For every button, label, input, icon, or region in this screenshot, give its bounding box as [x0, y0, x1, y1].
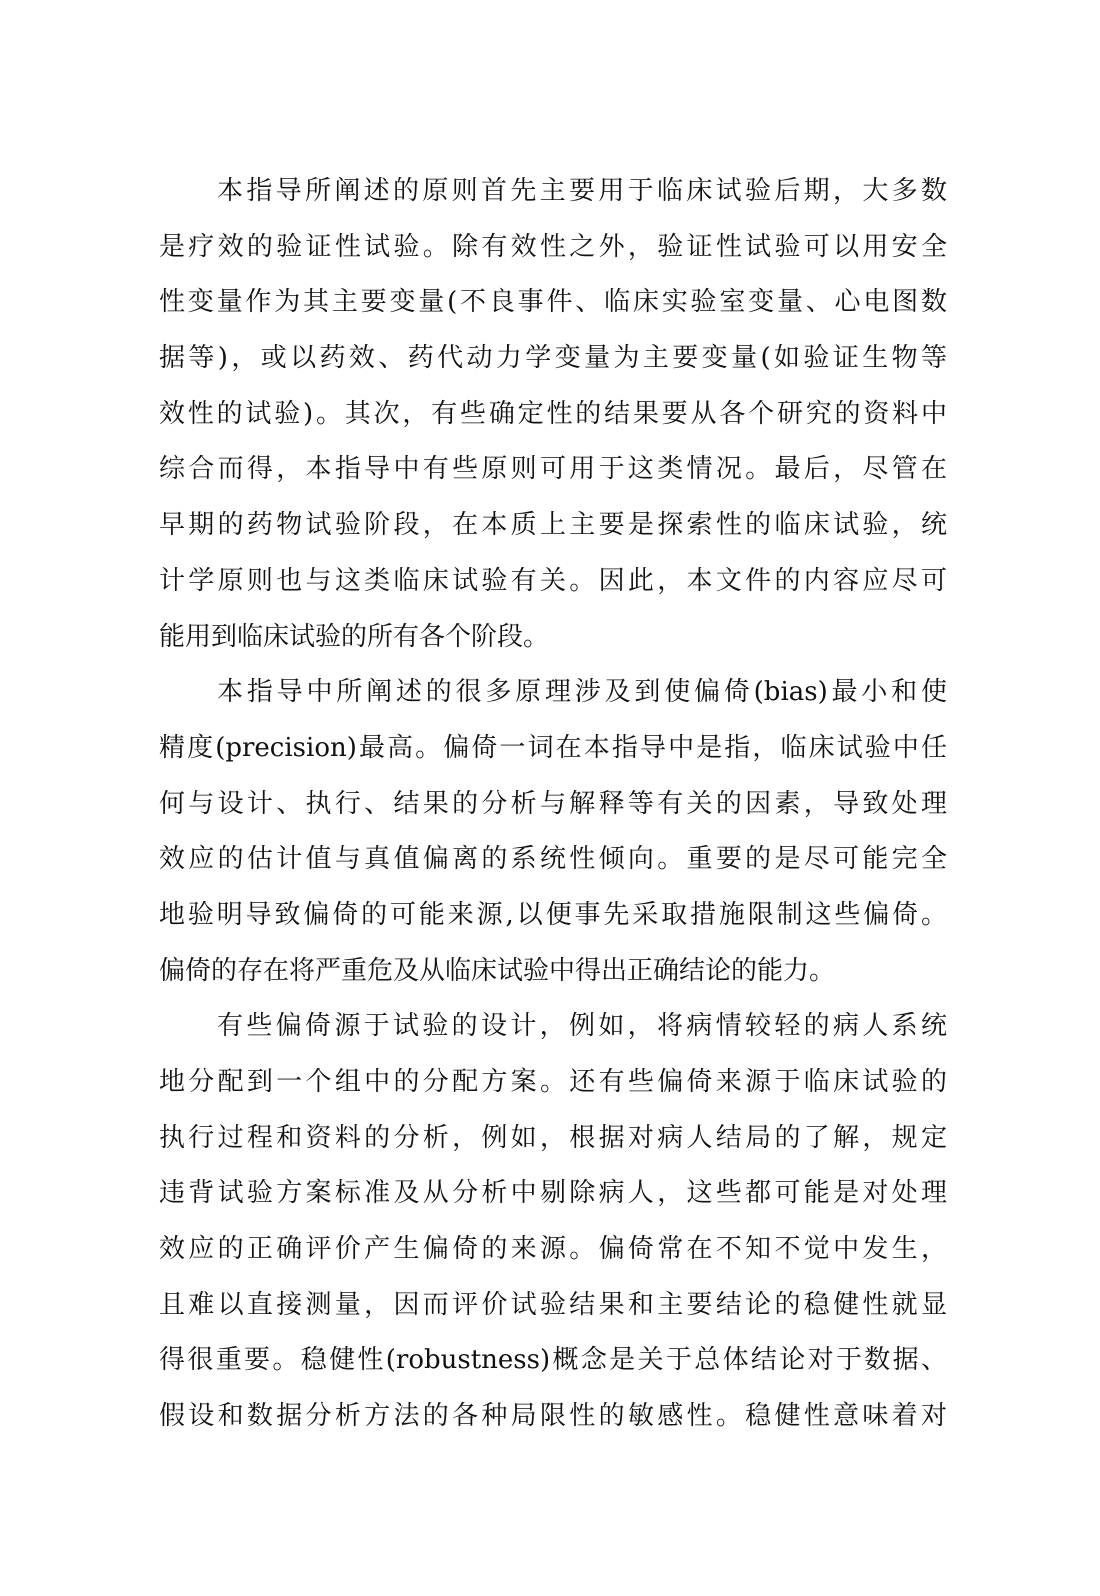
paragraph-3-line-6: 且难以直接测量，因而评价试验结果和主要结论的稳健性就显: [159, 1289, 947, 1320]
paragraph-1-line-9: 能用到临床试验的所有各个阶段。: [159, 621, 550, 652]
paragraph-2-line-2: 精度(precision)最高。偏倚一词在本指导中是指，临床试验中任: [159, 732, 947, 763]
paragraph-2-line-3: 何与设计、执行、结果的分析与解释等有关的因素，导致处理: [159, 788, 947, 819]
paragraph-2-line-4: 效应的估计值与真值偏离的系统性倾向。重要的是尽可能完全: [159, 844, 947, 875]
paragraph-3-line-7: 得很重要。稳健性(robustness)概念是关于总体结论对于数据、: [159, 1345, 947, 1376]
paragraph-1-line-8: 计学原则也与这类临床试验有关。因此，本文件的内容应尽可: [159, 565, 947, 596]
paragraph-2-line-1: 本指导中所阐述的很多原理涉及到使偏倚(bias)最小和使: [217, 677, 947, 708]
body-text: [159, 164, 947, 1445]
paragraph-3-line-8: 假设和数据分析方法的各种局限性的敏感性。稳健性意味着对: [159, 1401, 947, 1432]
paragraph-1-line-3: 性变量作为其主要变量(不良事件、临床实验室变量、心电图数: [159, 287, 947, 318]
paragraph-1-line-1: 本指导所阐述的原则首先主要用于临床试验后期，大多数: [217, 176, 947, 206]
paragraph-1-line-7: 早期的药物试验阶段，在本质上主要是探索性的临床试验，统: [159, 510, 947, 541]
paragraph-1-line-4: 据等)，或以药效、药代动力学变量为主要变量(如验证生物等: [159, 343, 947, 374]
paragraph-1-line-5: 效性的试验)。其次，有些确定性的结果要从各个研究的资料中: [159, 398, 947, 429]
paragraph-1-line-2: 是疗效的验证性试验。除有效性之外，验证性试验可以用安全: [159, 231, 947, 262]
paragraph-3-line-2: 地分配到一个组中的分配方案。还有些偏倚来源于临床试验的: [159, 1067, 947, 1097]
paragraph-3-line-1: 有些偏倚源于试验的设计，例如，将病情较轻的病人系统: [217, 1011, 947, 1042]
paragraph-3-line-3: 执行过程和资料的分析，例如，根据对病人结局的了解，规定: [159, 1122, 947, 1153]
paragraph-2-line-5: 地验明导致偏倚的可能来源,以便事先采取措施限制这些偏倚。: [159, 899, 947, 930]
paragraph-1-line-6: 综合而得，本指导中有些原则可用于这类情况。最后，尽管在: [159, 454, 947, 485]
paragraph-3-line-5: 效应的正确评价产生偏倚的来源。偏倚常在不知不觉中发生，: [159, 1234, 947, 1265]
paragraph-2-line-6: 偏倚的存在将严重危及从临床试验中得出正确结论的能力。: [159, 955, 836, 986]
paragraph-3-line-4: 违背试验方案标准及从分析中剔除病人，这些都可能是对处理: [159, 1178, 947, 1209]
